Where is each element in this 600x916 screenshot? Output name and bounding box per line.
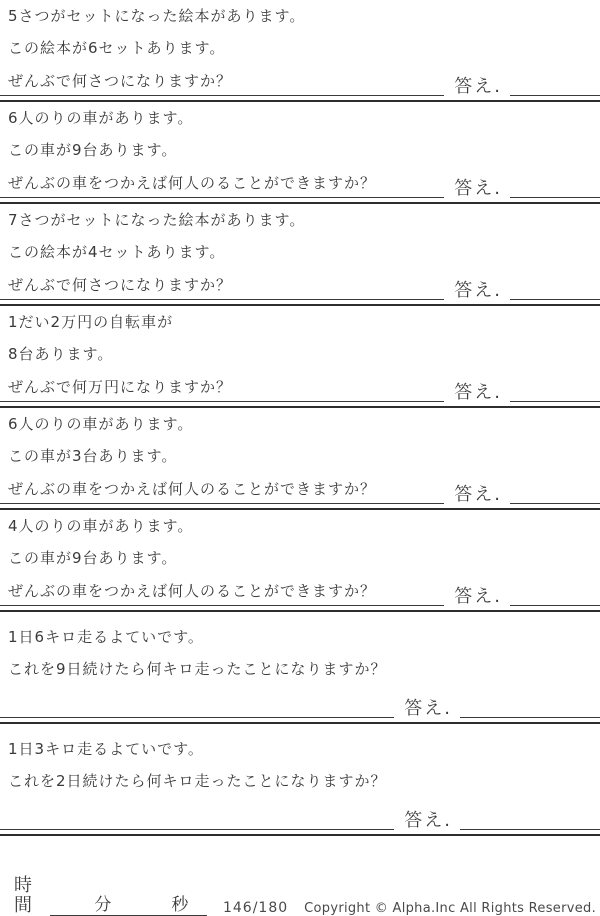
footer — [0, 876, 600, 916]
copyright-text: Copyright © Alpha.Inc All Rights Reserved. — [304, 901, 596, 916]
answer-blank-line — [510, 581, 600, 606]
answer-blank-line — [510, 173, 600, 198]
answer-blank-line — [510, 479, 600, 504]
problem-statement: この絵本が6セットあります。 — [8, 39, 226, 57]
answer-row — [0, 692, 600, 718]
answer-blank-line — [510, 275, 600, 300]
problem-statement: この絵本が4セットあります。 — [8, 243, 226, 261]
problem-statement: 8台あります。 — [8, 345, 114, 363]
problem-question: ぜんぶの車をつかえば何人のることができますか？ — [0, 173, 444, 198]
problem — [0, 306, 600, 408]
time-blank-line — [50, 895, 207, 916]
answer-row — [0, 275, 600, 300]
problem-statement: 6人のりの車があります。 — [8, 109, 194, 127]
problem-question: ぜんぶの車をつかえば何人のることができますか？ — [0, 479, 444, 504]
problem-statement: この車が3台あります。 — [8, 447, 178, 465]
answer-label: 答え. — [454, 280, 502, 301]
answer-label: 答え. — [454, 484, 502, 505]
problem — [0, 510, 600, 612]
problem-question: ぜんぶで何万円になりますか？ — [0, 377, 444, 402]
problem-statement: 5さつがセットになった絵本があります。 — [8, 7, 306, 25]
problem-question: ぜんぶで何さつになりますか？ — [0, 71, 444, 96]
answer-label: 答え. — [454, 382, 502, 403]
answer-blank-line — [510, 377, 600, 402]
problem-statement: 1だい2万円の自転車が — [8, 313, 174, 331]
problem-statement: 7さつがセットになった絵本があります。 — [8, 211, 306, 229]
answer-label: 答え. — [454, 76, 502, 97]
problem-question — [0, 692, 394, 718]
answer-row — [0, 377, 600, 402]
problem — [0, 0, 600, 102]
answer-label: 答え. — [454, 586, 502, 607]
page-number: 146/180 — [222, 900, 289, 916]
answer-blank-line — [460, 804, 600, 830]
problem-statement: 6人のりの車があります。 — [8, 415, 194, 433]
problem — [0, 408, 600, 510]
problem-statement: 1日3キロ走るよていです。 — [8, 740, 204, 758]
problem-question: ぜんぶで何さつになりますか？ — [0, 275, 444, 300]
answer-row — [0, 479, 600, 504]
problem-statement: 4人のりの車があります。 — [8, 517, 194, 535]
problem-question: ぜんぶの車をつかえば何人のることができますか？ — [0, 581, 444, 606]
problem-statement: これを9日続けたら何キロ走ったことになりますか？ — [8, 660, 387, 678]
problem — [0, 724, 600, 836]
answer-row — [0, 804, 600, 830]
answer-blank-line — [510, 71, 600, 96]
problem-question — [0, 804, 394, 830]
answer-row — [0, 173, 600, 198]
time-entry — [14, 876, 207, 916]
problem-statement: この車が9台あります。 — [8, 141, 178, 159]
answer-row — [0, 71, 600, 96]
answer-row — [0, 581, 600, 606]
problem-statement: 1日6キロ走るよていです。 — [8, 628, 204, 646]
time-label: 時間 — [14, 875, 34, 916]
problem — [0, 204, 600, 306]
seconds-label: 秒 — [171, 895, 189, 915]
minutes-label: 分 — [94, 895, 112, 915]
problem — [0, 612, 600, 724]
problem — [0, 102, 600, 204]
answer-label: 答え. — [404, 810, 452, 831]
problem-statement: この車が9台あります。 — [8, 549, 178, 567]
credits — [223, 900, 596, 916]
answer-label: 答え. — [404, 698, 452, 719]
answer-blank-line — [460, 692, 600, 718]
problem-statement: これを2日続けたら何キロ走ったことになりますか？ — [8, 772, 387, 790]
answer-label: 答え. — [454, 178, 502, 199]
